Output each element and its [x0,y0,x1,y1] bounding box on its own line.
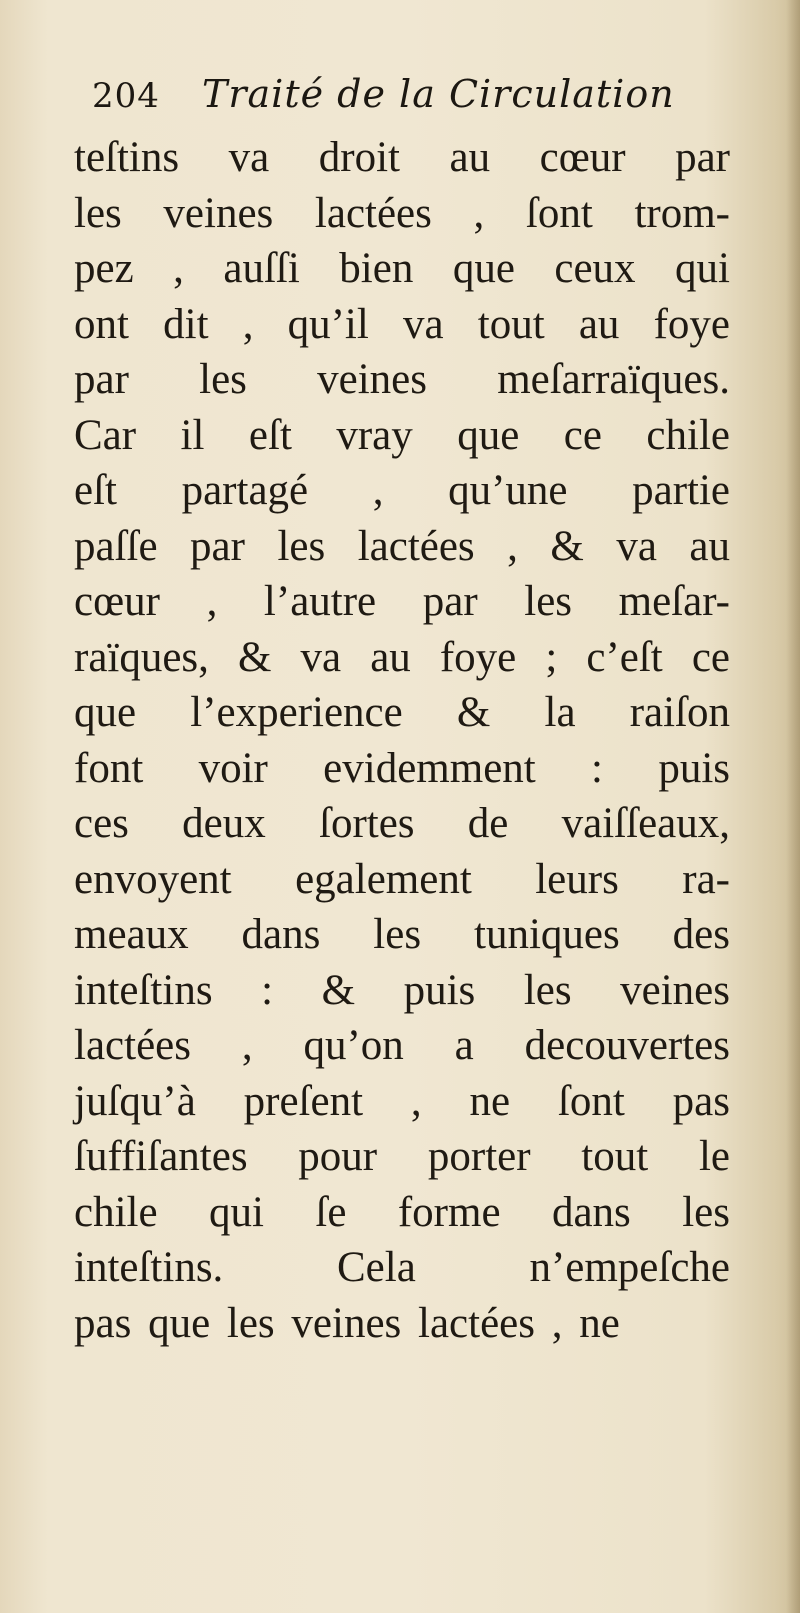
text-line: lactées , qu’on a decouvertes [74,1022,730,1069]
page-edge-shadow [786,0,800,1613]
text-line: eſt partagé , qu’une partie [74,467,730,514]
text-line: ces deux ſortes de vaiſſeaux, [74,800,730,847]
text-line: pez , auſſi bien que ceux qui [74,245,730,292]
text-line: pas que les veines lactées , ne [74,1299,620,1347]
page-header [92,72,732,128]
text-line: teſtins va droit au cœur par [74,134,730,181]
page-number: 204 [92,76,160,116]
text-line: raïques, & va au foye ; c’eſt ce [74,633,730,681]
text-line: inteſtins : & puis les veines [74,966,730,1014]
text-line: chile qui ſe forme dans les [74,1188,730,1236]
text-line: cœur , l’autre par les meſar- [74,578,730,625]
text-line: font voir evidemment : puis [74,744,730,792]
text-line: envoyent egalement leurs ra- [74,855,730,903]
text-line: ont dit , qu’il va tout au foye [74,300,730,348]
text-line: juſqu’à preſent , ne ſont pas [74,1077,730,1125]
text-line: Car il eſt vray que ce chile [74,411,730,459]
body-text [74,130,730,1351]
text-line: inteſtins. Cela n’empeſche [74,1244,730,1291]
text-line: par les veines meſarraïques. [74,356,730,403]
text-line: paſſe par les lactées , & va au [74,522,730,570]
text-line: ſuffiſantes pour porter tout le [74,1133,730,1180]
text-line: que l’experience & la raiſon [74,689,730,736]
text-line: meaux dans les tuniques des [74,911,730,958]
text-line: les veines lactées , ſont trom- [74,189,730,237]
running-title: Traité de la Circulation [202,72,675,116]
